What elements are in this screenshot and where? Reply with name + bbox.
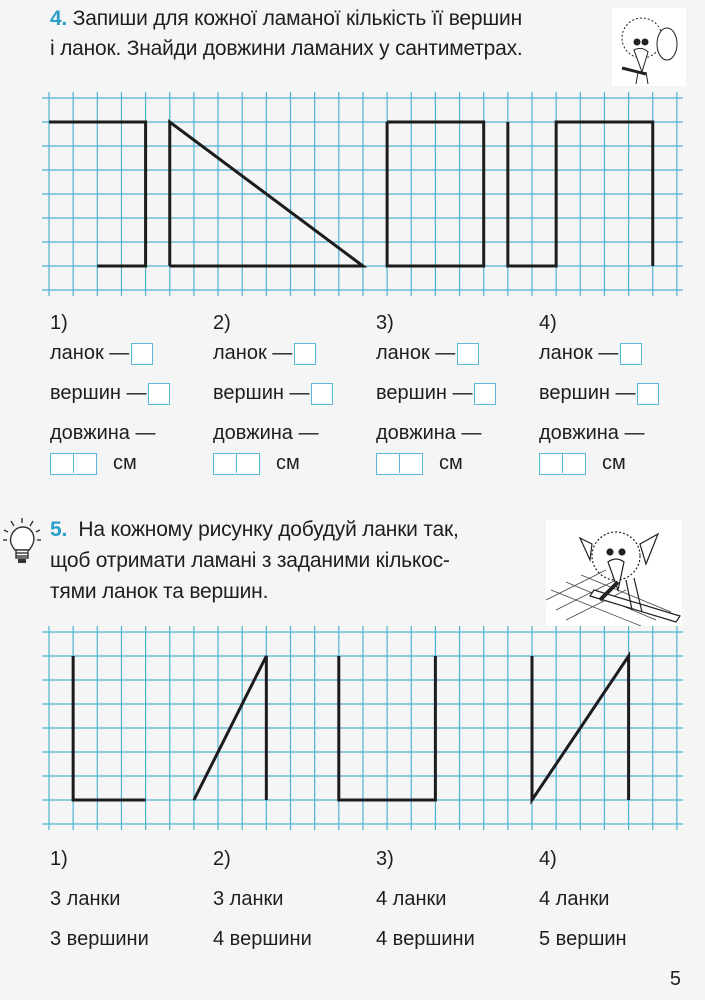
links-count: 4 ланки xyxy=(376,888,447,910)
answer-number: 1) xyxy=(50,312,68,334)
length-label: довжина — xyxy=(376,422,482,444)
links-count: 3 ланки xyxy=(50,888,121,910)
vertices-label: вершин — xyxy=(539,382,636,404)
answer-number: 2) xyxy=(213,312,231,334)
answer-number: 2) xyxy=(213,848,231,870)
unit-label: см xyxy=(113,452,137,474)
links-label: ланок — xyxy=(539,342,619,364)
answer-number: 4) xyxy=(539,312,557,334)
page-number: 5 xyxy=(669,968,681,990)
vertices-count: 5 вершин xyxy=(539,928,627,950)
vertices-count: 3 вершини xyxy=(50,928,149,950)
answer-number: 1) xyxy=(50,848,68,870)
answer-number: 3) xyxy=(376,848,394,870)
length-label: довжина — xyxy=(50,422,156,444)
links-label: ланок — xyxy=(213,342,293,364)
vertices-label: вершин — xyxy=(376,382,473,404)
links-count: 4 ланки xyxy=(539,888,610,910)
unit-label: см xyxy=(439,452,463,474)
links-count: 3 ланки xyxy=(213,888,284,910)
unit-label: см xyxy=(602,452,626,474)
vertices-count: 4 вершини xyxy=(213,928,312,950)
vertices-label: вершин — xyxy=(50,382,147,404)
length-label: довжина — xyxy=(213,422,319,444)
task4-number: 4. xyxy=(50,7,68,30)
task4-line1: Запиши для кожної ламаної кількість її вершин xyxy=(72,7,522,30)
task5-number: 5. xyxy=(50,518,68,541)
answer-number: 4) xyxy=(539,848,557,870)
task5-line3: тями ланок та вершин. xyxy=(50,580,269,603)
task5-line2: щоб отримати ламані з заданими кількос- xyxy=(50,549,450,572)
task5-line1: На кожному рисунку добудуй ланки так, xyxy=(78,518,459,541)
length-label: довжина — xyxy=(539,422,645,444)
answer-number: 3) xyxy=(376,312,394,334)
vertices-label: вершин — xyxy=(213,382,310,404)
unit-label: см xyxy=(276,452,300,474)
links-label: ланок — xyxy=(376,342,456,364)
task4-line2: і ланок. Знайди довжини ламаних у сантиметрах. xyxy=(50,37,523,60)
links-label: ланок — xyxy=(50,342,130,364)
vertices-count: 4 вершини xyxy=(376,928,475,950)
